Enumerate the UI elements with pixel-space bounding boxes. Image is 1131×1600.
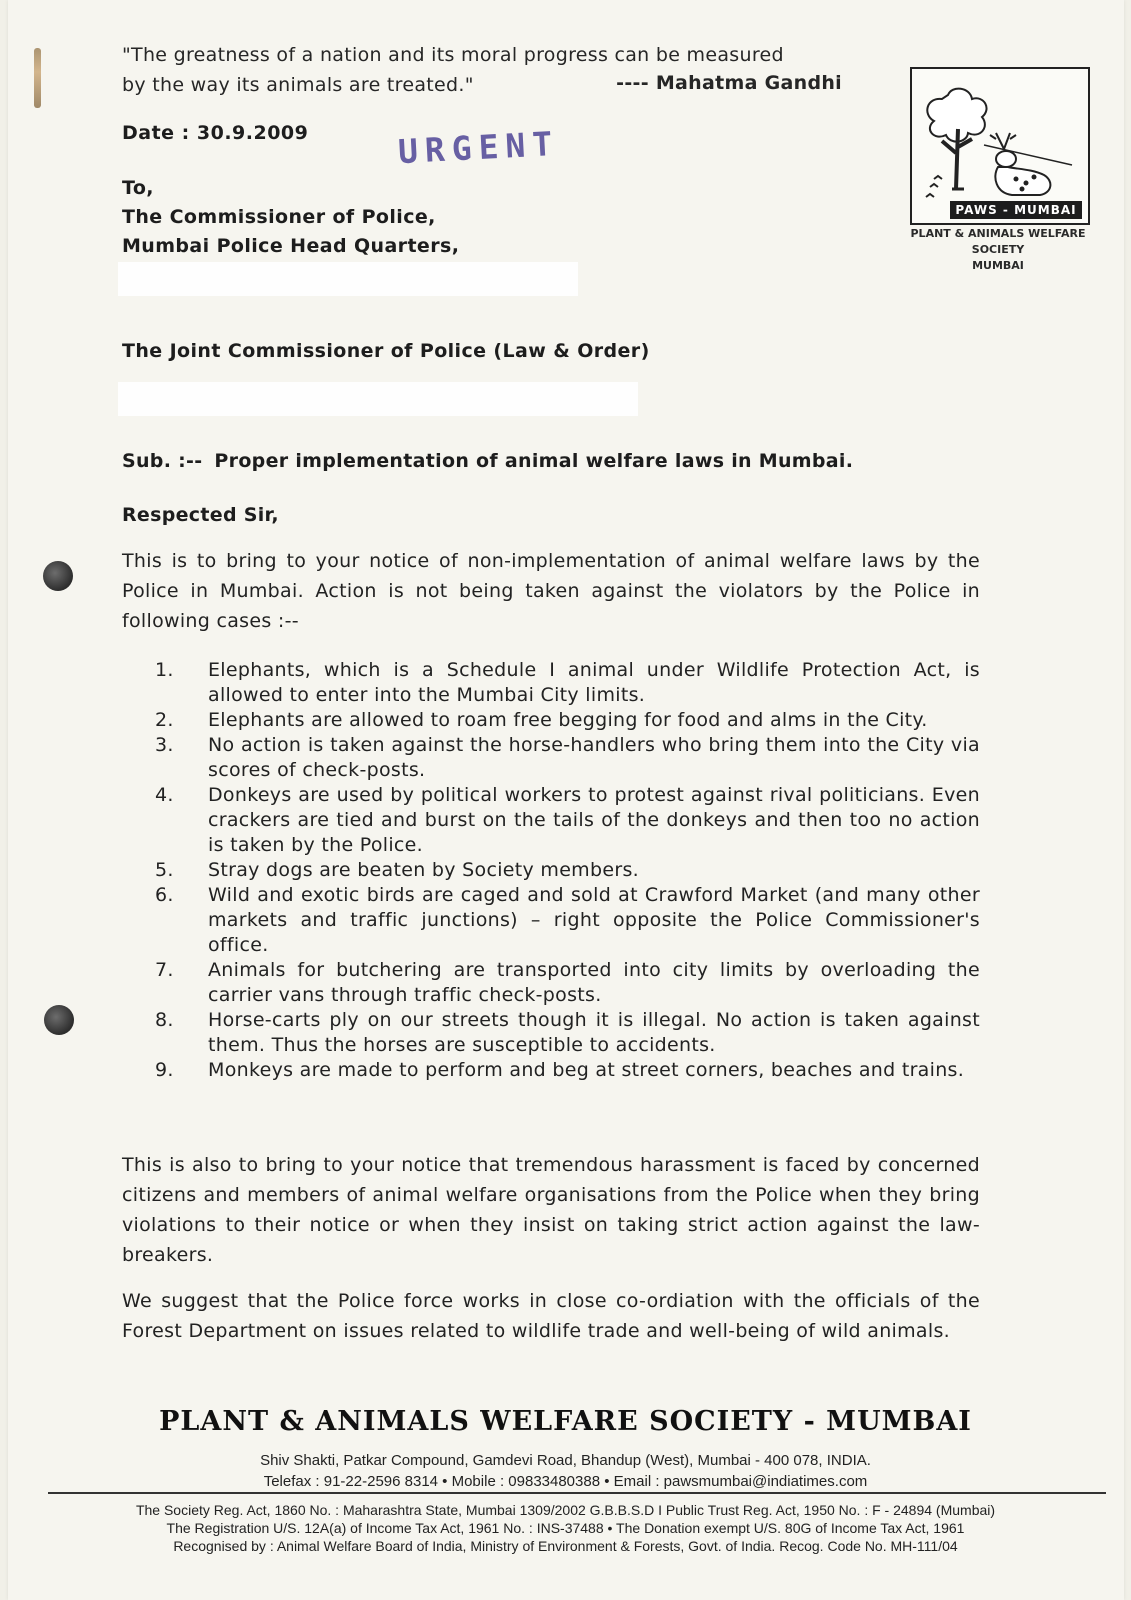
list-item-text: Monkeys are made to perform and beg at street corners, beaches and trains. (208, 1059, 965, 1081)
footer-divider (48, 1492, 1106, 1494)
footer-address-block (0, 1450, 1131, 1492)
list-item (155, 658, 980, 708)
logo-banner: PAWS - MUMBAI (950, 201, 1082, 219)
logo-caption-line-2: MUMBAI (972, 259, 1024, 272)
logo-caption (888, 226, 1108, 274)
list-item-number: 7. (155, 959, 174, 981)
footer-contact: Telefax : 91-22-2596 8314 • Mobile : 09833480388 • Email : pawsmumbai@indiatimes.com (263, 1473, 868, 1490)
list-item-text: No action is taken against the horse-handlers who bring them into the City via scores of check-posts. (208, 734, 980, 781)
list-item (155, 708, 980, 733)
list-item (155, 1008, 980, 1058)
gandhi-quote (122, 40, 842, 100)
recipient-to: To, (122, 177, 154, 199)
list-item (155, 1058, 980, 1083)
footer-registration (0, 1501, 1131, 1555)
list-item-number: 5. (155, 859, 174, 881)
list-item-text: Horse-carts ply on our streets though it is illegal. No action is taken against them. Thus the horses are susceptible to accidents. (208, 1009, 980, 1056)
footer-reg-line-2: The Registration U/S. 12A(a) of Income Tax Act, 1961 No. : INS-37488 • The Donation exempt U/S. 80G of Income Tax Act, 1961 (166, 1520, 965, 1536)
recipient-block (122, 174, 459, 261)
list-item (155, 958, 980, 1008)
intro-paragraph: This is to bring to your notice of non-implementation of animal welfare laws by the Police in Mumbai. Action is not being taken against the violators by the Police in following cases :-- (122, 550, 980, 632)
list-item-text: Donkeys are used by political workers to protest against rival politicians. Even crackers are tied and burst on the tails of the donkeys and then too no action is taken by the Police. (208, 784, 980, 856)
list-item-number: 2. (155, 709, 174, 731)
footer-reg-line-3: Recognised by : Animal Welfare Board of India, Ministry of Environment & Forests, Govt. of India. Recog. Code No. MH-111/04 (173, 1538, 958, 1554)
list-item-text: Elephants, which is a Schedule I animal under Wildlife Protection Act, is allowed to enter into the Mumbai City limits. (208, 659, 980, 706)
footer-address: Shiv Shakti, Patkar Compound, Gamdevi Road, Bhandup (West), Mumbai - 400 078, INDIA. (260, 1452, 871, 1469)
logo-caption-line-1: PLANT & ANIMALS WELFARE SOCIETY (910, 227, 1086, 256)
list-item-number: 3. (155, 734, 174, 756)
quote-author: ---- Mahatma Gandhi (616, 72, 842, 94)
suggestion-paragraph: We suggest that the Police force works in close co-ordiation with the officials of the Forest Department on issues related to wildlife trade and well-being of wild animals. (122, 1290, 980, 1342)
salutation: Respected Sir, (122, 504, 279, 526)
subject-label: Sub. :-- (122, 450, 203, 472)
list-item-number: 9. (155, 1059, 174, 1081)
list-item-number: 1. (155, 659, 174, 681)
rust-stain (34, 48, 41, 108)
footer-reg-line-1: The Society Reg. Act, 1860 No. : Maharashtra State, Mumbai 1309/2002 G.B.B.S.D I Public Trust Reg. Act, 1950 No. : F - 24894 (Mumbai) (135, 1502, 996, 1518)
quote-line-1: "The greatness of a nation and its moral progress can be measured (122, 44, 784, 66)
list-item-number: 8. (155, 1009, 174, 1031)
recipient-line-1: The Commissioner of Police, (122, 206, 436, 228)
subject-line (122, 450, 853, 472)
tree-deer-icon (912, 69, 1088, 223)
cases-list (155, 658, 980, 1083)
list-item (155, 733, 980, 783)
punch-hole (44, 1005, 74, 1035)
recipient-line-2: Mumbai Police Head Quarters, (122, 235, 460, 257)
list-item-text: Wild and exotic birds are caged and sold at Crawford Market (and many other markets and traffic junctions) – right opposite the Police Commissioner's office. (208, 884, 980, 956)
redacted-area (118, 262, 578, 296)
urgent-stamp: URGENT (397, 123, 561, 172)
list-item-number: 6. (155, 884, 174, 906)
subject-text: Proper implementation of animal welfare laws in Mumbai. (214, 450, 854, 472)
list-item-text: Animals for butchering are transported into city limits by overloading the carrier vans through traffic check-posts. (208, 959, 980, 1006)
punch-hole (43, 561, 73, 591)
letter-date: Date : 30.9.2009 (122, 122, 309, 144)
list-item (155, 783, 980, 858)
paws-logo (910, 67, 1090, 225)
joint-commissioner-line: The Joint Commissioner of Police (Law & Order) (122, 340, 650, 362)
list-item-text: Elephants are allowed to roam free begging for food and alms in the City. (208, 709, 928, 731)
list-item (155, 883, 980, 958)
list-item-number: 4. (155, 784, 174, 806)
redacted-area-2 (118, 382, 638, 416)
list-item (155, 858, 980, 883)
footer-org-name: PLANT & ANIMALS WELFARE SOCIETY - MUMBAI (159, 1406, 972, 1437)
harassment-paragraph: This is also to bring to your notice that tremendous harassment is faced by concerned citizens and members of animal welfare organisations from the Police when they bring violations to their notice or when they insist on taking strict action against the law-breakers. (122, 1154, 980, 1266)
quote-line-2: by the way its animals are treated." (122, 74, 474, 96)
list-item-text: Stray dogs are beaten by Society members. (208, 859, 639, 881)
